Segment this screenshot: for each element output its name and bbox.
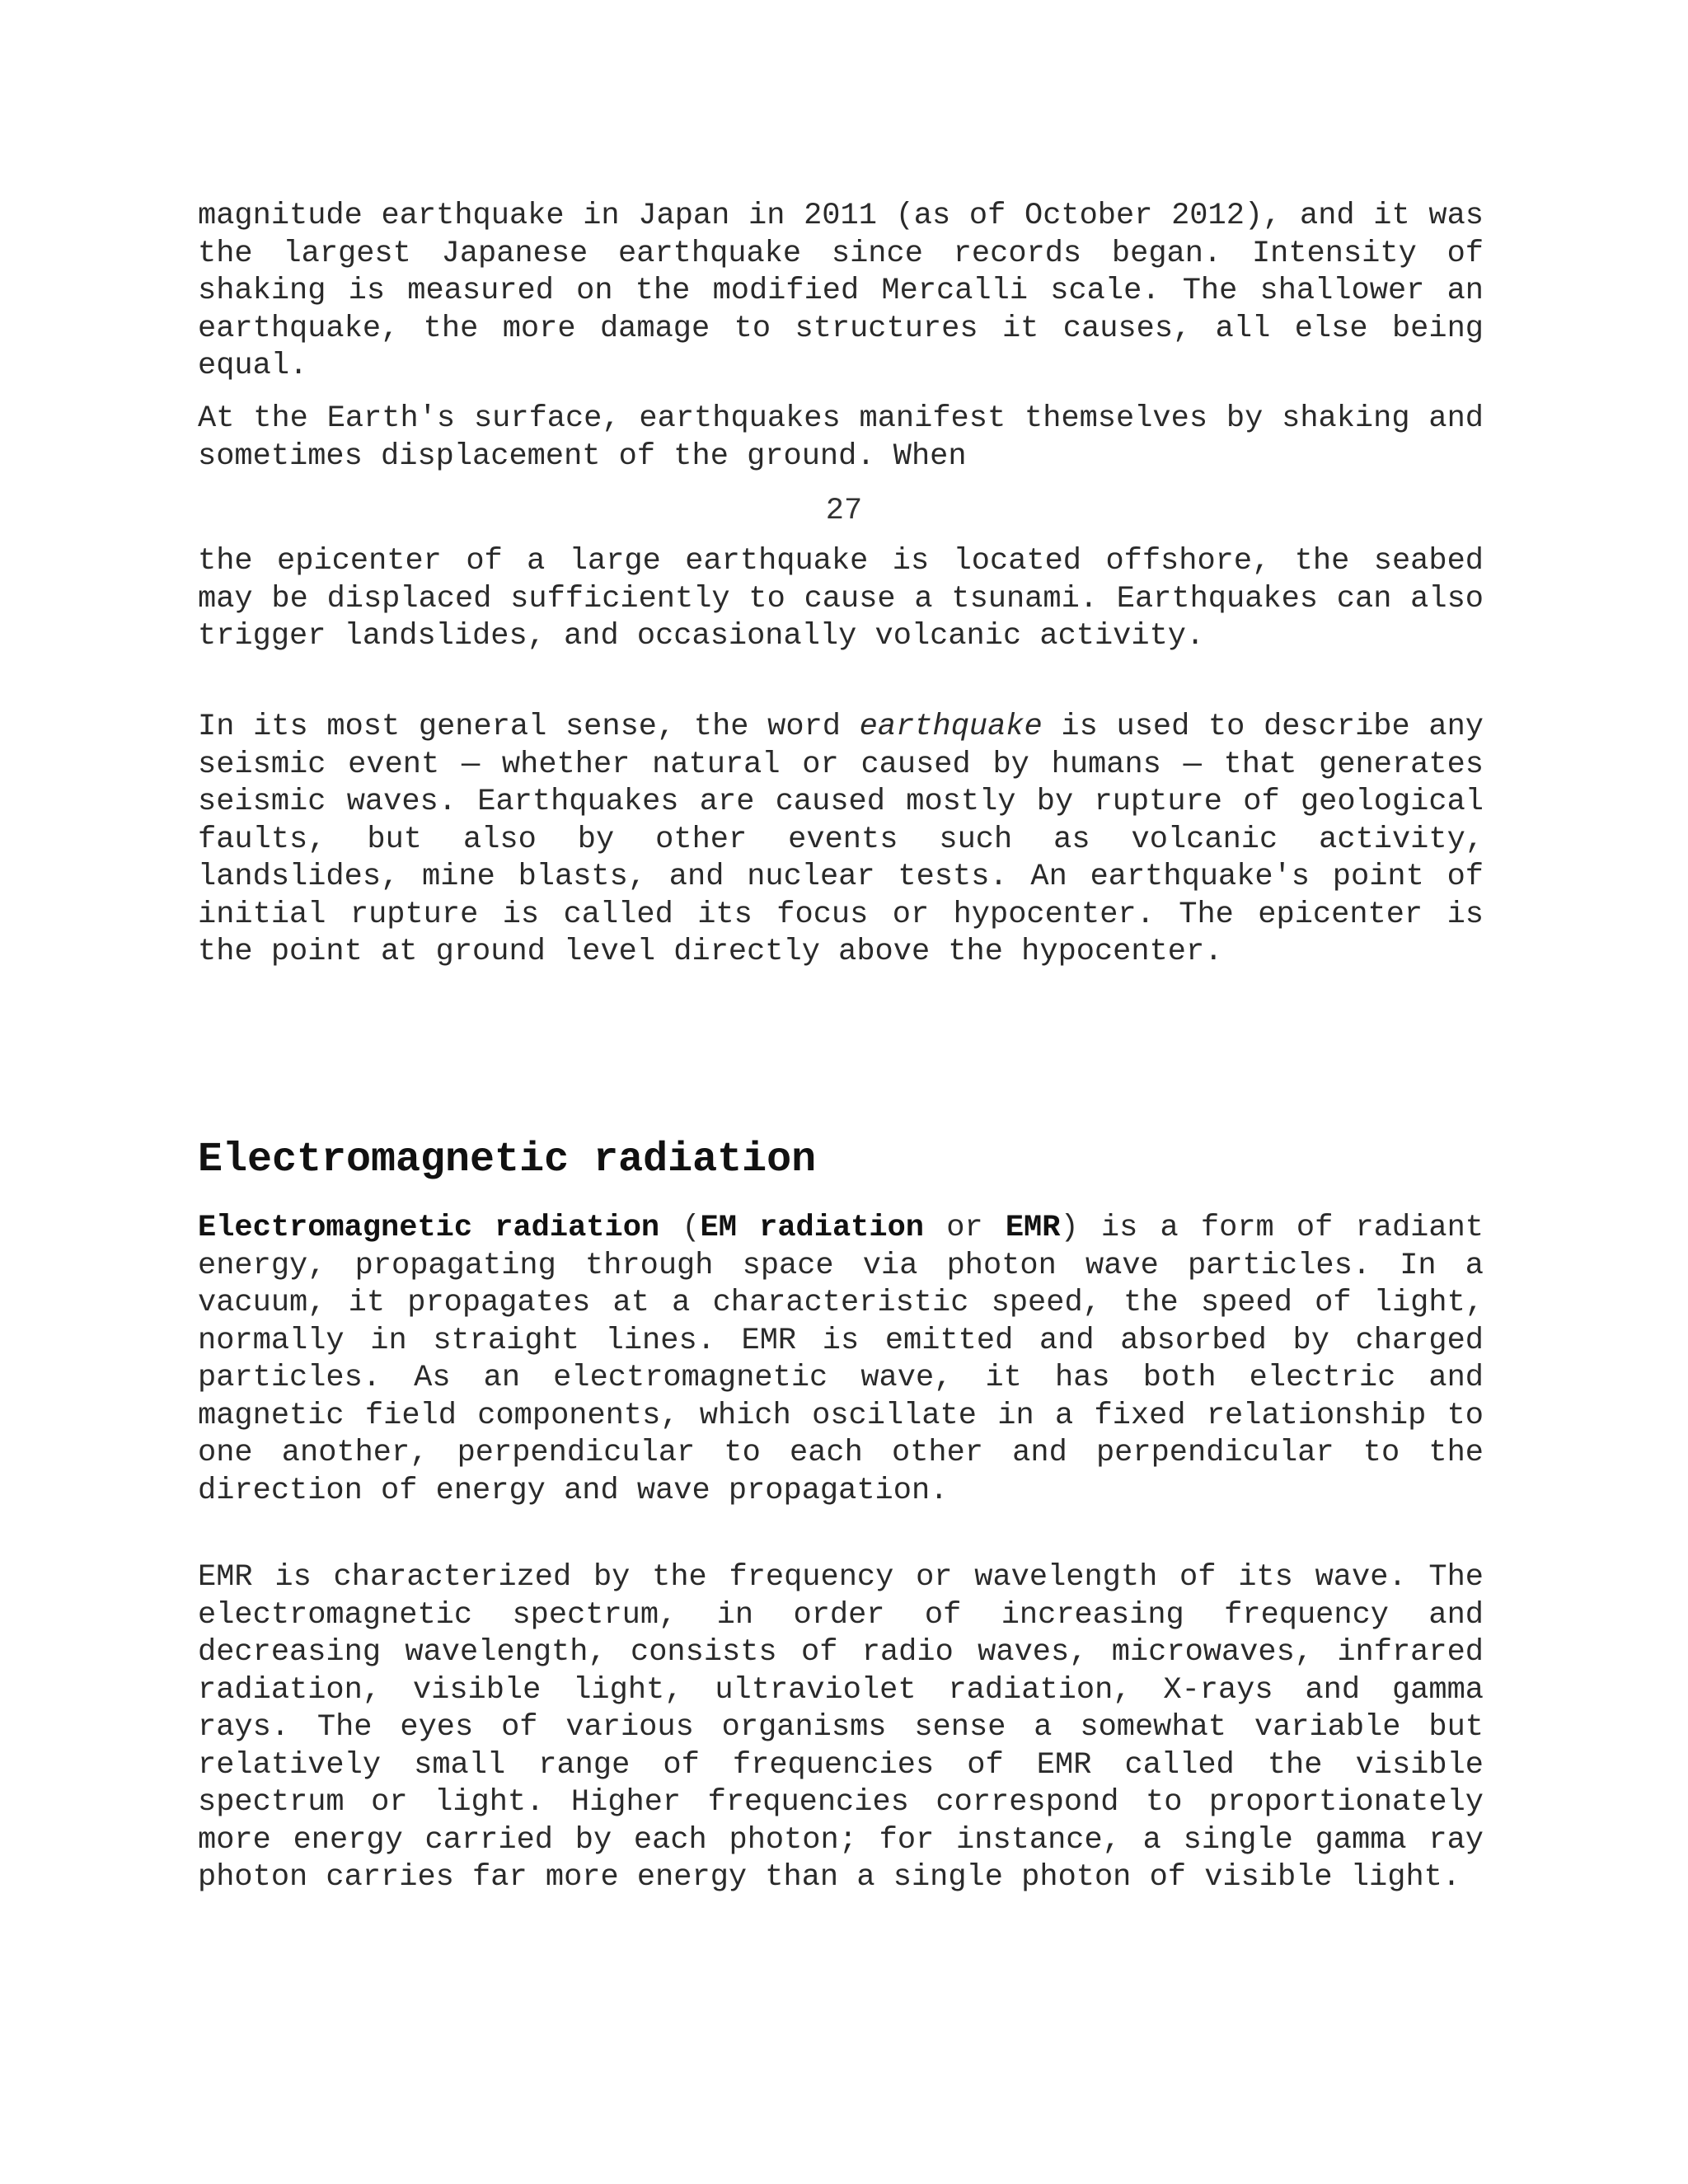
bold-term-emr: EMR xyxy=(1005,1211,1061,1245)
italic-term-earthquake: earthquake xyxy=(859,710,1043,744)
paragraph-text: ( xyxy=(659,1211,701,1245)
paragraph-text: is used to describe any seismic event — whether natural or caused by humans — that generates seismic waves. Earthquakes are caused mostly by rupture of geological faults, but also by other events such as volcanic activity, landslides, mine blasts, and nuclear tests. An earthquake's point of initial rupture is called its focus or hypocenter. The epicenter is the point at ground level directly above the hypocenter. xyxy=(198,710,1484,969)
paragraph-earth-surface: At the Earth's surface, earthquakes manifest themselves by shaking and sometimes displacement of the ground. When xyxy=(198,401,1484,474)
bold-term-electromagnetic-radiation: Electromagnetic radiation xyxy=(198,1211,660,1245)
paragraph-earthquake-magnitude: magnitude earthquake in Japan in 2011 (as of October 2012), and it was the largest Japanese earthquake since records began. Intensity of shaking is measured on the modified Mercalli scale. The shallower an earthquake, the more damage to structures it causes, all else being equal. xyxy=(198,199,1484,383)
paragraph-text: In its most general sense, the word xyxy=(198,710,860,744)
paragraph-emr-spectrum: EMR is characterized by the frequency or wavelength of its wave. The electromagnetic spectrum, in order of increasing frequency and decreasing wavelength, consists of radio waves, microwaves, infrared radiation, visible light, ultraviolet radiation, X-rays and gamma rays. The eyes of various organisms sense a somewhat variable but relatively small range of frequencies of EMR called the visible spectrum or light. Higher frequencies correspond to proportionately more energy carried by each photon; for instance, a single gamma ray photon carries far more energy than a single photon of visible light. xyxy=(198,1560,1484,1895)
paragraph-text: ) is a form of radiant energy, propagating through space via photon wave particles. In a vacuum, it propagates at a characteristic speed, the speed of light, normally in straight lines. EMR is emitted and absorbed by charged particles. As an electromagnetic wave, it has both electric and magnetic field components, which oscillate in a fixed relationship to one another, perpendicular to each other and perpendicular to the direction of energy and wave propagation. xyxy=(198,1211,1484,1508)
section-heading: Electromagnetic radiation xyxy=(198,1137,817,1183)
paragraph-text: or xyxy=(923,1211,1006,1245)
paragraph-emr-definition xyxy=(198,1210,1484,1510)
paragraph-earthquake-definition xyxy=(198,709,1484,972)
page-number: 27 xyxy=(825,494,863,528)
bold-term-em-radiation: EM radiation xyxy=(700,1211,924,1245)
paragraph-epicenter-offshore: the epicenter of a large earthquake is located offshore, the seabed may be displaced sufficiently to cause a tsunami. Earthquakes can also trigger landslides, and occasionally volcanic activity. xyxy=(198,544,1484,654)
